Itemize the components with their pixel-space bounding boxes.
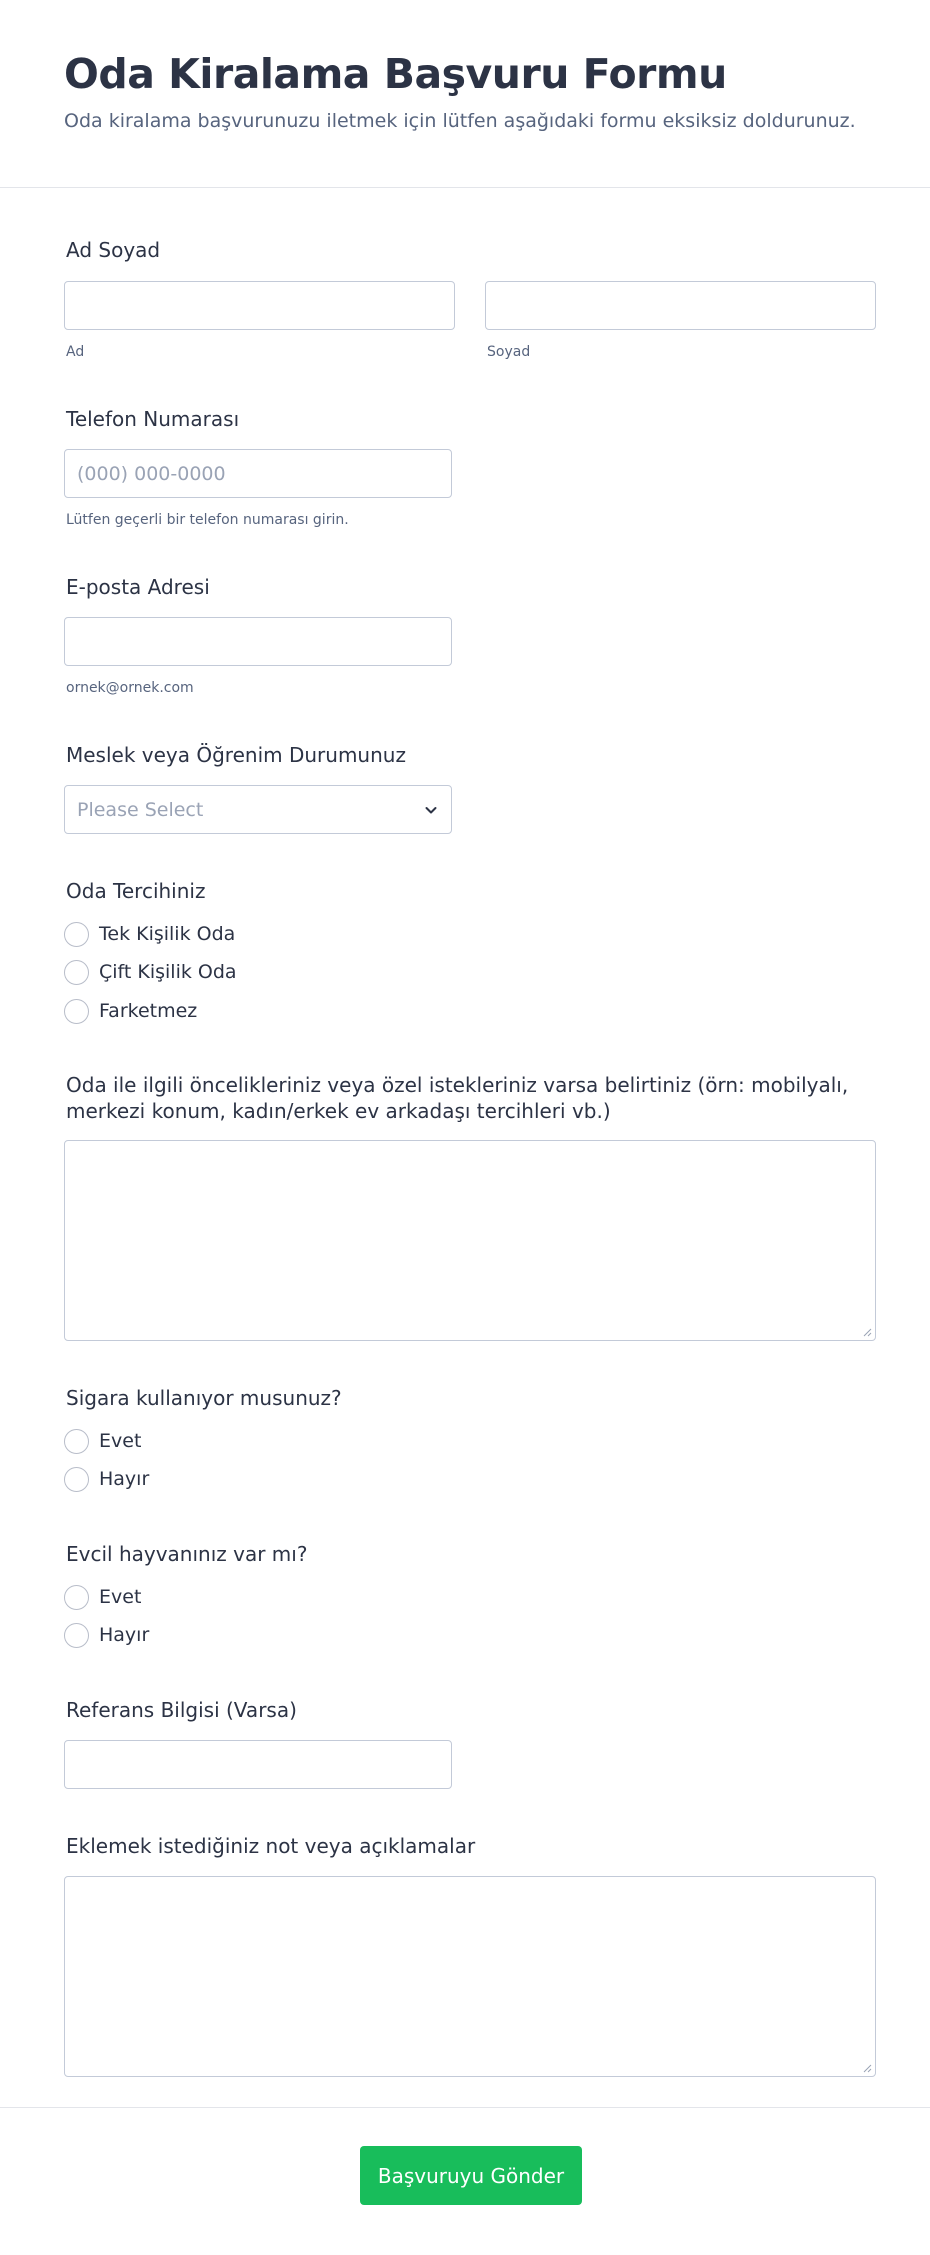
- room-option-single[interactable]: [64, 920, 235, 948]
- radio-button[interactable]: [64, 1623, 89, 1648]
- page-title: Oda Kiralama Başvuru Formu: [64, 50, 727, 98]
- notes-label: Eklemek istediğiniz not veya açıklamalar: [66, 1834, 476, 1858]
- reference-input[interactable]: [64, 1740, 452, 1789]
- room-option-any[interactable]: [64, 997, 197, 1025]
- radio-label: Tek Kişilik Oda: [99, 923, 236, 945]
- submit-button[interactable]: Başvuruyu Gönder: [360, 2146, 582, 2205]
- radio-button[interactable]: [64, 1585, 89, 1610]
- phone-sublabel: Lütfen geçerli bir telefon numarası girin.: [66, 512, 349, 528]
- requests-label: Oda ile ilgili öncelikleriniz veya özel istekleriniz varsa belirtiniz (örn: mobilyalı, merkezi konum, kadın/erkek ev arkadaşı tercihleri vb.): [66, 1073, 849, 1123]
- requests-textarea[interactable]: [64, 1140, 876, 1341]
- first-name-sublabel: Ad: [66, 344, 85, 360]
- footer-divider: [0, 2107, 930, 2108]
- phone-input[interactable]: [64, 449, 452, 498]
- chevron-down-icon: [423, 802, 439, 818]
- radio-label: Çift Kişilik Oda: [99, 961, 237, 983]
- radio-label: Farketmez: [99, 1000, 198, 1022]
- last-name-sublabel: Soyad: [487, 344, 531, 360]
- email-sublabel: ornek@ornek.com: [66, 680, 194, 696]
- radio-button[interactable]: [64, 960, 89, 985]
- radio-button[interactable]: [64, 1429, 89, 1454]
- pets-option-yes[interactable]: [64, 1583, 141, 1611]
- occupation-label: Meslek veya Öğrenim Durumunuz: [66, 743, 406, 767]
- radio-label: Hayır: [99, 1468, 150, 1490]
- email-input[interactable]: [64, 617, 452, 666]
- full-name-label: Ad Soyad: [66, 238, 161, 262]
- smoking-option-yes[interactable]: [64, 1427, 141, 1455]
- notes-textarea[interactable]: [64, 1876, 876, 2077]
- occupation-selected-value: Please Select: [77, 798, 204, 821]
- radio-button[interactable]: [64, 1467, 89, 1492]
- page-subtitle: Oda kiralama başvurunuzu iletmek için lütfen aşağıdaki formu eksiksiz doldurunuz.: [64, 110, 856, 132]
- pets-label: Evcil hayvanınız var mı?: [66, 1542, 308, 1566]
- radio-label: Evet: [99, 1586, 142, 1608]
- resize-grip-icon[interactable]: [862, 2063, 872, 2073]
- phone-label: Telefon Numarası: [66, 407, 240, 431]
- room-preference-label: Oda Tercihiniz: [66, 879, 206, 903]
- occupation-select[interactable]: [64, 785, 452, 834]
- smoking-label: Sigara kullanıyor musunuz?: [66, 1386, 342, 1410]
- form-header: [0, 0, 930, 188]
- reference-label: Referans Bilgisi (Varsa): [66, 1698, 297, 1722]
- resize-grip-icon[interactable]: [862, 1327, 872, 1337]
- radio-label: Evet: [99, 1430, 142, 1452]
- smoking-option-no[interactable]: [64, 1465, 149, 1493]
- email-label: E-posta Adresi: [66, 575, 210, 599]
- radio-button[interactable]: [64, 922, 89, 947]
- room-option-double[interactable]: [64, 958, 237, 986]
- radio-button[interactable]: [64, 999, 89, 1024]
- pets-option-no[interactable]: [64, 1621, 149, 1649]
- first-name-input[interactable]: [64, 281, 455, 330]
- last-name-input[interactable]: [485, 281, 876, 330]
- radio-label: Hayır: [99, 1624, 150, 1646]
